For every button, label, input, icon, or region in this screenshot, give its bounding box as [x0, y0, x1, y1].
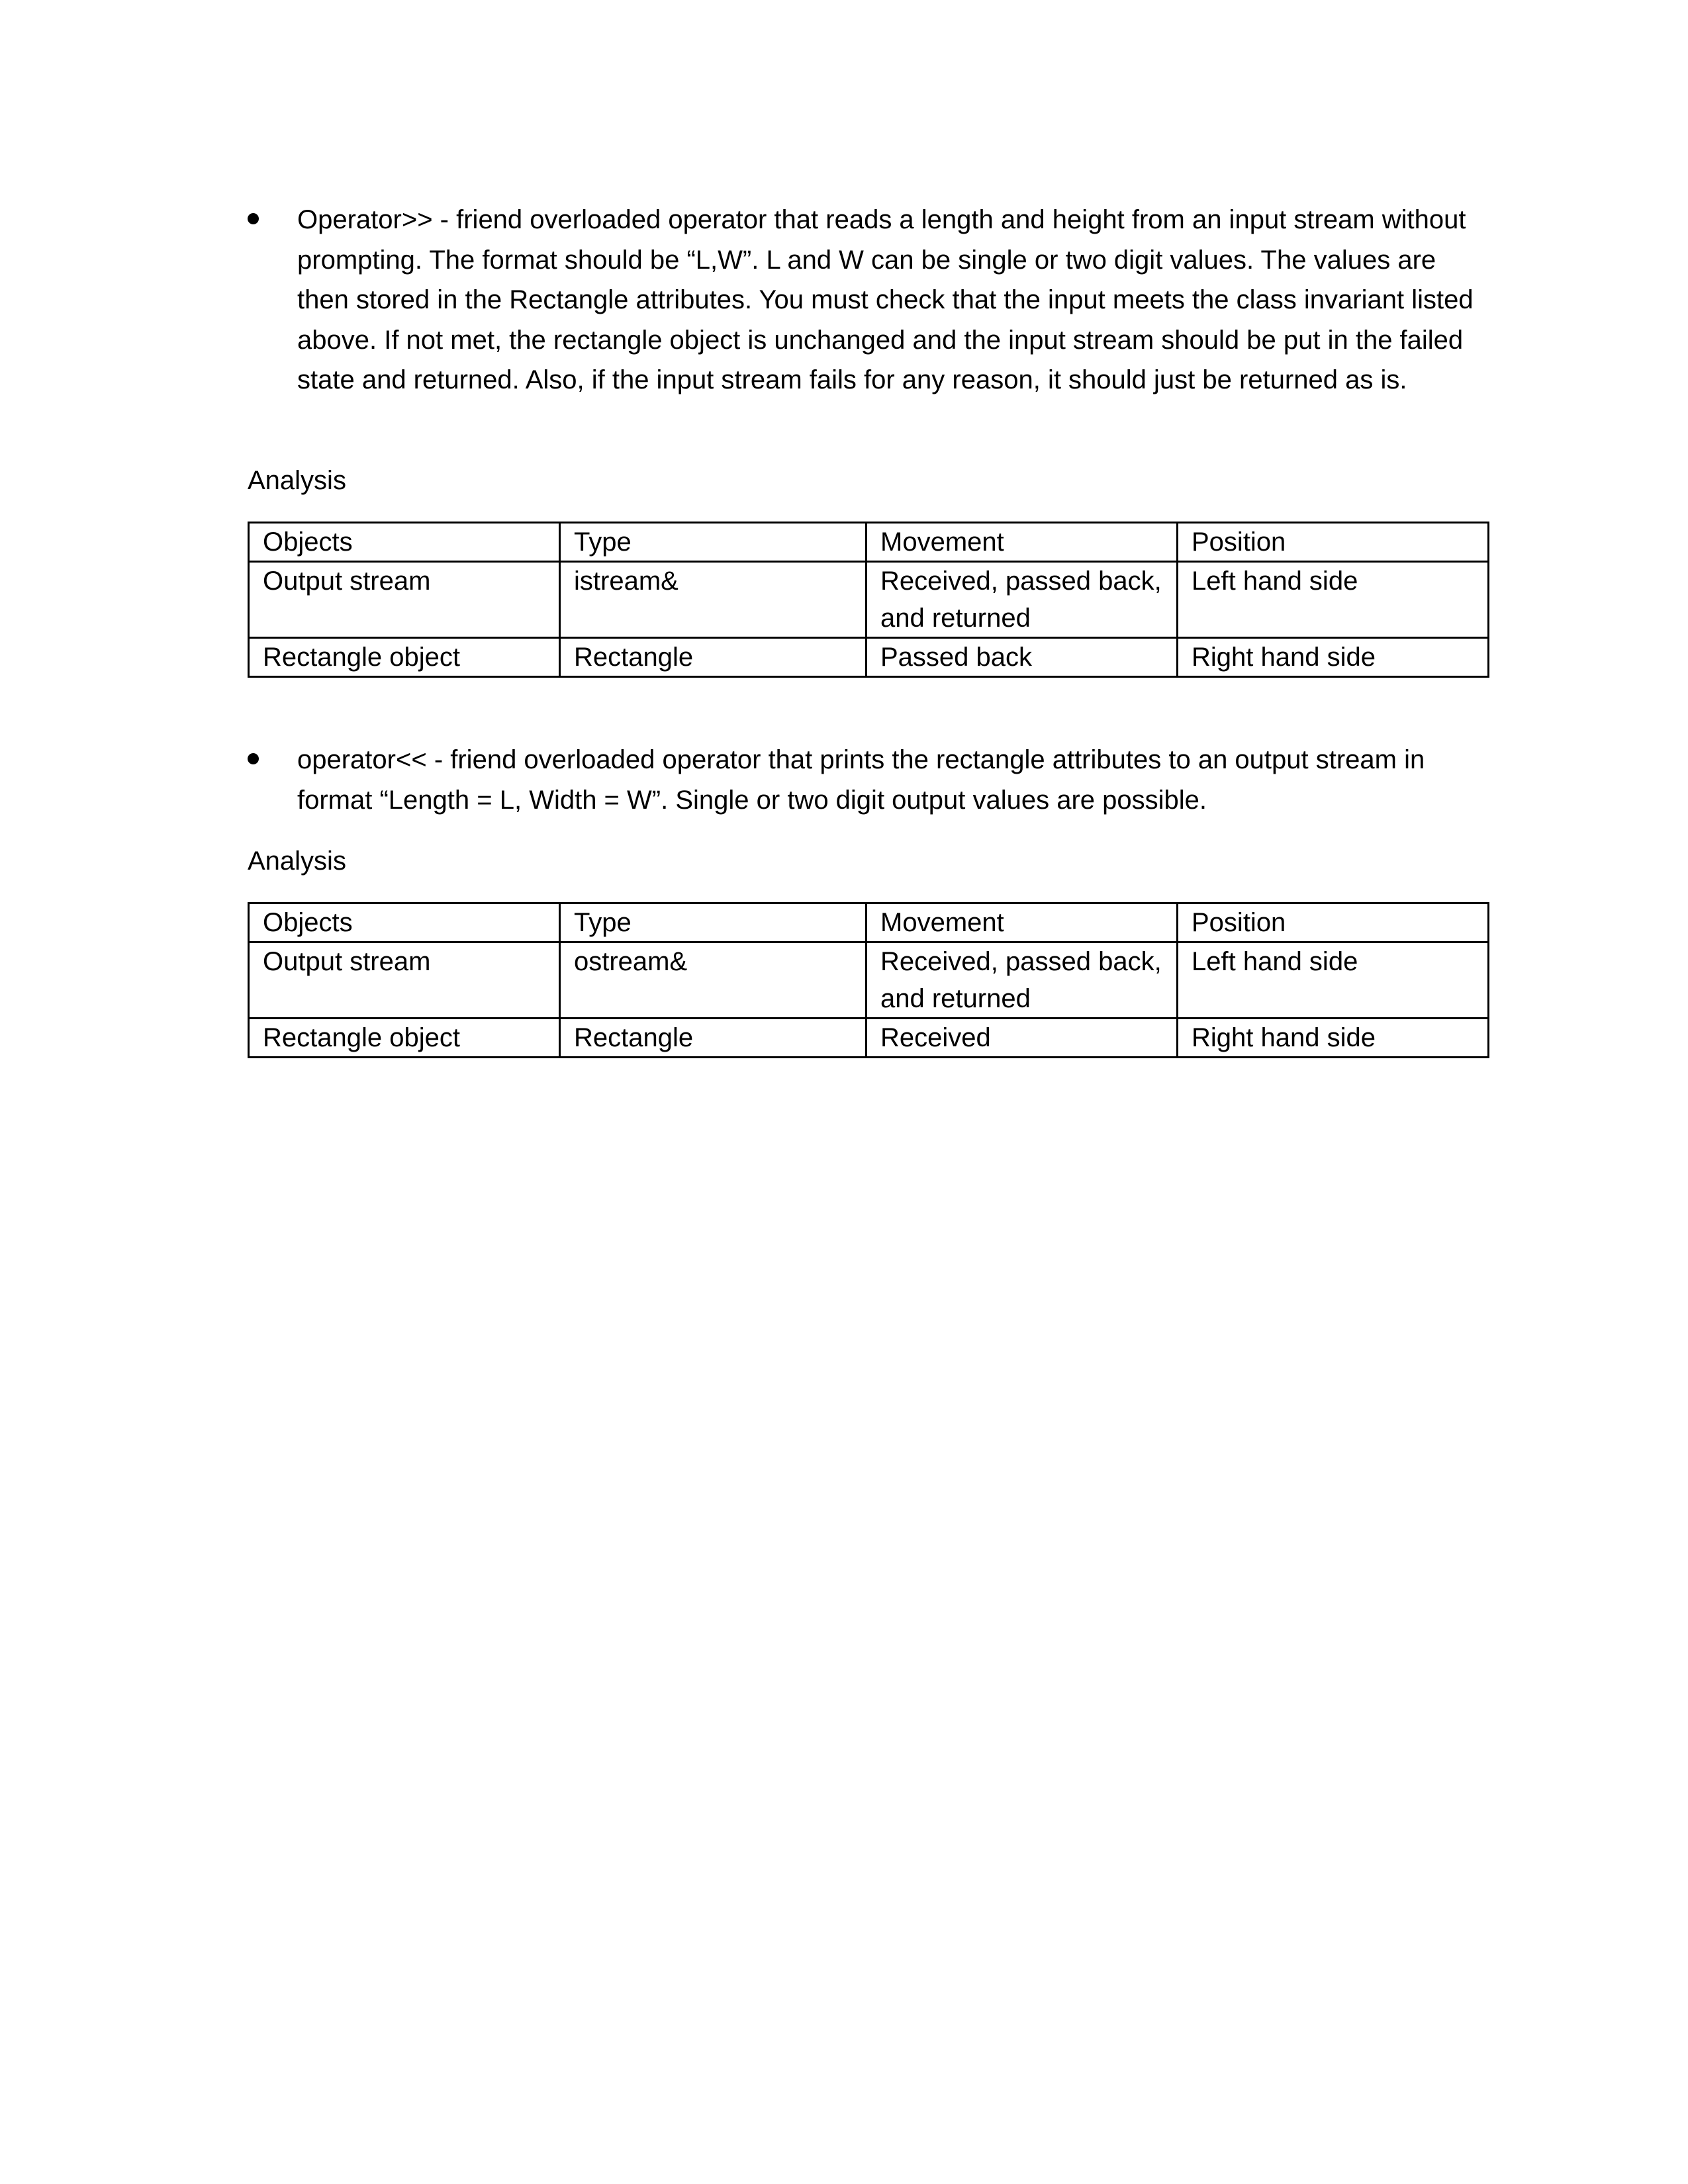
table-cell: Received — [867, 1019, 1178, 1058]
bullet-text: Operator>> - friend overloaded operator that reads a length and height from an input stream without prompting. The format should be “L,W”. L and W can be single or two digit values. The values are then stored in the Rectangle attributes. You must check that the input meets the class invariant listed above. If not met, the rectangle object is unchanged and the input stream should be put in the failed state and returned. Also, if the input stream fails for any reason, it should just be returned as is. — [297, 205, 1474, 394]
analysis-table-insertion — [248, 902, 1489, 1058]
header-movement: Movement — [867, 903, 1178, 942]
table-row — [249, 562, 1489, 638]
table-row — [249, 1019, 1489, 1058]
table-row — [249, 638, 1489, 677]
bullet-text: operator<< - friend overloaded operator that prints the rectangle attributes to an output stream in format “Length = L, Width = W”. Single or two digit output values are possible. — [297, 745, 1425, 815]
table-cell: Rectangle object — [249, 1019, 560, 1058]
table-cell: Rectangle — [560, 638, 867, 677]
analysis-table-extraction — [248, 522, 1489, 678]
table-cell: Right hand side — [1178, 638, 1489, 677]
table-header-row — [249, 523, 1489, 562]
table-cell: Right hand side — [1178, 1019, 1489, 1058]
table-cell: Left hand side — [1178, 942, 1489, 1019]
bullet-icon — [248, 753, 259, 764]
header-type: Type — [560, 523, 867, 562]
header-objects: Objects — [249, 523, 560, 562]
header-position: Position — [1178, 903, 1489, 942]
operator-insertion-bullet — [248, 740, 1492, 820]
analysis-heading: Analysis — [248, 846, 346, 876]
table-cell: Received, passed back, and returned — [867, 562, 1178, 638]
table-cell: Output stream — [249, 942, 560, 1019]
header-objects: Objects — [249, 903, 560, 942]
table-cell: Left hand side — [1178, 562, 1489, 638]
table-cell: istream& — [560, 562, 867, 638]
header-type: Type — [560, 903, 867, 942]
table-cell: ostream& — [560, 942, 867, 1019]
table-cell: Output stream — [249, 562, 560, 638]
header-movement: Movement — [867, 523, 1178, 562]
bullet-icon — [248, 213, 259, 224]
table-cell: Rectangle — [560, 1019, 867, 1058]
operator-extraction-bullet — [248, 200, 1492, 400]
table-header-row — [249, 903, 1489, 942]
table-cell: Rectangle object — [249, 638, 560, 677]
table-row — [249, 942, 1489, 1019]
header-position: Position — [1178, 523, 1489, 562]
table-cell: Received, passed back, and returned — [867, 942, 1178, 1019]
table-cell: Passed back — [867, 638, 1178, 677]
analysis-heading: Analysis — [248, 466, 346, 495]
